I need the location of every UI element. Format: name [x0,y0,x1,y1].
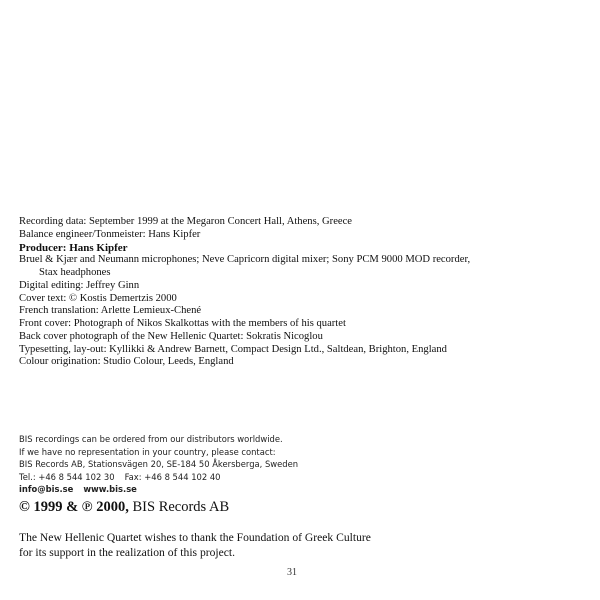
page-number: 31 [287,567,297,578]
equipment-line-1: Bruel & Kjær and Neumann microphones; Neve Capricorn digital mixer; Sony PCM 9000 MOD recorder, [19,254,471,266]
typesetting: Typesetting, lay-out: Kyllikki & Andrew Barnett, Compact Design Ltd., Saltdean, Brighton, England [19,343,447,355]
cover-text: Cover text: © Kostis Demertzis 2000 [19,292,177,304]
copyright-company: BIS Records AB [132,499,230,515]
french-translation: French translation: Arlette Lemieux-Chené [19,305,202,317]
digital-editing: Digital editing: Jeffrey Ginn [19,279,140,291]
colour-origination: Colour origination: Studio Colour, Leeds, England [19,356,234,368]
contact-web [19,483,298,496]
contact-email[interactable]: info@bis.se [19,484,74,494]
acknowledgement [19,530,371,560]
copyright-line [19,499,229,516]
back-cover: Back cover photograph of the New Hellenic Quartet: Sokratis Nicoglou [19,330,323,342]
front-cover: Front cover: Photograph of Nikos Skalkottas with the members of his quartet [19,318,346,329]
contact-fax: Fax: +46 8 544 102 40 [124,471,221,482]
contact-line-1: BIS recordings can be ordered from our distributors worldwide. [19,434,283,444]
contact-line-2: If we have no representation in your country, please contact: [19,446,276,457]
recording-data: Recording data: September 1999 at the Megaron Concert Hall, Athens, Greece [19,216,353,227]
contact-website[interactable]: www.bis.se [83,484,137,494]
contact-address: BIS Records AB, Stationsvägen 20, SE-184 50 Åkersberga, Sweden [19,459,299,469]
balance-engineer: Balance engineer/Tonmeister: Hans Kipfer [19,228,201,240]
contact-block [19,433,298,496]
contact-phone-fax [19,471,298,484]
credits-block [19,216,589,369]
acknowledgement-line-2: for its support in the realization of this project. [19,546,236,559]
producer: Producer: Hans Kipfer [19,241,128,254]
contact-tel: Tel.: +46 8 544 102 30 [19,471,115,482]
acknowledgement-line-1: The New Hellenic Quartet wishes to thank the Foundation of Greek Culture [19,531,371,544]
equipment-line-2: Stax headphones [39,267,111,278]
copyright-years: © 1999 & ℗ 2000, [19,499,129,515]
